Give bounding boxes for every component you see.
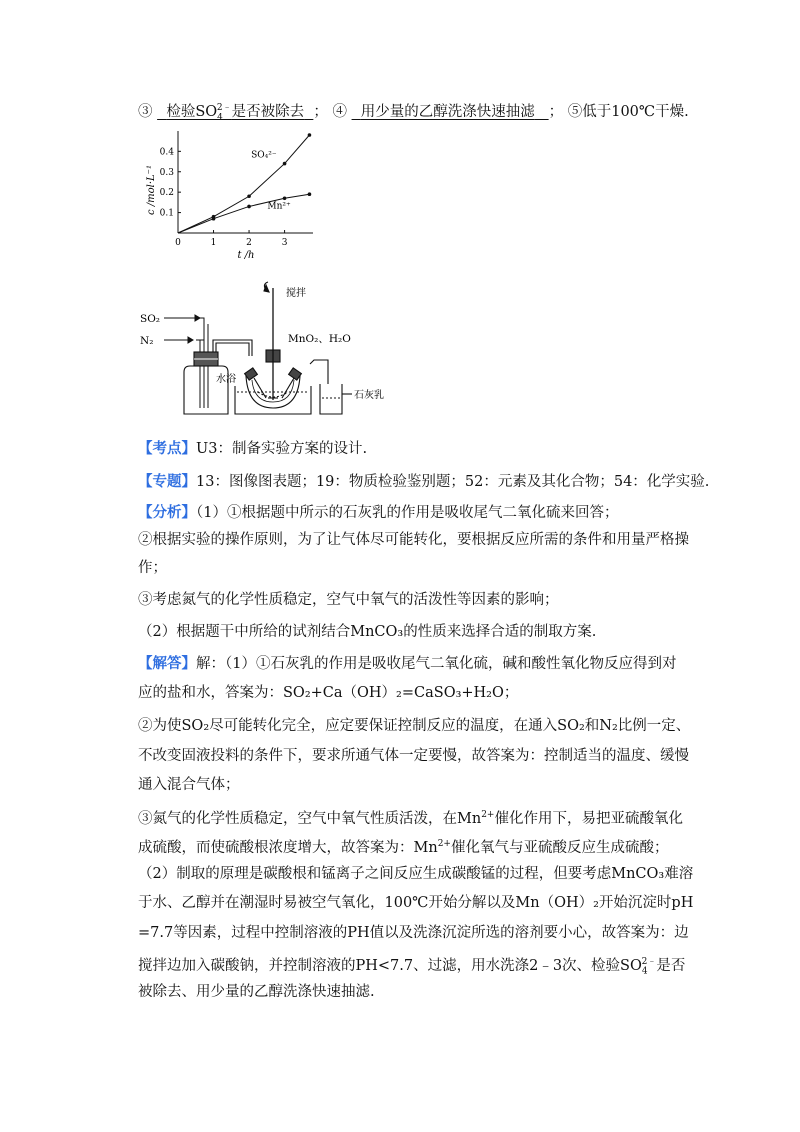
y-axis-label: c /mol·L⁻¹ bbox=[146, 165, 157, 215]
item5-answer: ⑤低于100℃干燥. bbox=[567, 103, 689, 120]
n2-label: N₂ bbox=[140, 335, 154, 347]
stir-label: 搅拌 bbox=[286, 288, 306, 299]
item3-answer: 检验$SO_4^{2﹣}$是否被除去 bbox=[166, 103, 305, 123]
series-line bbox=[178, 194, 309, 233]
jieda-line-1: 【解答】解：（1）①石灰乳的作用是吸收尾气二氧化硫，碱和酸性氧化物反应得到对 bbox=[138, 655, 677, 672]
chart-series bbox=[178, 133, 311, 233]
data-point bbox=[308, 192, 312, 196]
answer-line-top: ③ 检验$SO_4^{2﹣}$是否被除去 ； ④ 用少量的乙醇洗涤快速抽滤 ； ⑤低于100℃干燥. bbox=[138, 103, 689, 123]
jieda-line-9: 于水、乙醇并在潮湿时易被空气氧化，100℃开始分解以及Mn（OH）₂开始沉淀时pH bbox=[138, 895, 694, 911]
data-point bbox=[212, 217, 216, 221]
fenxi-line-2: ②根据实验的操作原则，为了让气体尽可能转化，要根据反应所需的条件和用量严格操 bbox=[138, 532, 689, 548]
fenxi-tag: 【分析】 bbox=[138, 504, 196, 521]
jieda-line-6: ③氮气的化学性质稳定，空气中氧气性质活泼，在$Mn^{2+}$催化作用下，易把亚硫酸氧化 bbox=[138, 810, 683, 827]
jieda-line-2: 应的盐和水，答案为：SO₂+Ca（OH）₂=CaSO₃+H₂O； bbox=[138, 685, 519, 701]
jieda-line-8: （2）制取的原理是碳酸根和锰离子之间反应生成碳酸锰的过程，但要考虑MnCO₃难溶 bbox=[138, 866, 694, 882]
concentration-chart bbox=[138, 128, 318, 263]
jieda-line-4: 不改变固液投料的条件下，要求所通气体一定要慢，故答案为：控制适当的温度、缓慢 bbox=[138, 748, 689, 764]
y-tick-label: 0.3 bbox=[159, 167, 174, 178]
apparatus-diagram bbox=[138, 280, 398, 420]
item3-number: ③ bbox=[138, 103, 153, 120]
jieda-line-11: 搅拌边加入碳酸钠，并控制溶液的PH<7.7、过滤，用水洗涤2﹣3次、检验$SO_4^{2﹣}$是否 bbox=[138, 957, 686, 977]
lime-label: 石灰乳 bbox=[354, 390, 384, 401]
y-tick-label: 0.2 bbox=[159, 188, 174, 199]
jieda-line-7: 成硫酸，而使硫酸根浓度增大，故答案为：$Mn^{2+}$催化氧气与亚硫酸反应生成硫酸； bbox=[138, 839, 669, 856]
jieda-line-5: 通入混合气体； bbox=[138, 777, 240, 793]
series-line bbox=[178, 135, 309, 233]
item4-number: ④ bbox=[332, 103, 347, 120]
reagents-label: MnO₂、H₂O bbox=[288, 333, 351, 345]
fenxi-line-4: ③考虑氮气的化学性质稳定，空气中氧气的活泼性等因素的影响； bbox=[138, 592, 559, 608]
data-point bbox=[283, 162, 287, 166]
jieda-line-10: =7.7等因素，过程中控制溶液的PH值以及洗涤沉淀所选的溶剂要小心，故答案为：边 bbox=[138, 925, 689, 941]
x-tick-label: 3 bbox=[281, 238, 288, 248]
x-tick-label: 1 bbox=[210, 238, 217, 248]
kaodian-text: U3：制备实验方案的设计. bbox=[196, 441, 368, 457]
fenxi-line-1: 【分析】（1）①根据题中所示的石灰乳的作用是吸收尾气二氧化硫来回答； bbox=[138, 504, 619, 521]
kaodian-tag: 【考点】 bbox=[138, 440, 196, 457]
bath-label: 水浴 bbox=[216, 374, 236, 385]
y-tick-label: 0.4 bbox=[159, 147, 174, 158]
zhuanti-tag: 【专题】 bbox=[138, 473, 196, 490]
data-point bbox=[247, 194, 251, 198]
zhuanti-text: 13：图像图表题；19：物质检验鉴别题；52：元素及其化合物；54：化学实验. bbox=[196, 474, 710, 490]
data-point bbox=[247, 205, 251, 209]
x-tick-label: 0 bbox=[175, 238, 181, 248]
x-tick-label: 2 bbox=[246, 238, 252, 248]
kaodian-line bbox=[138, 439, 367, 459]
data-point bbox=[283, 196, 287, 200]
data-point bbox=[308, 133, 312, 137]
x-axis-label: t /h bbox=[237, 250, 255, 261]
jieda-tag: 【解答】 bbox=[138, 655, 196, 672]
jieda-line-3: ②为使SO₂尽可能转化完全，应定要保证控制反应的温度，在通入SO₂和N₂比例一定、 bbox=[138, 718, 691, 734]
lime-beaker bbox=[320, 384, 352, 414]
series-label: SO₄²⁻ bbox=[251, 150, 277, 161]
fenxi-line-5: （2）根据题干中所给的试剂结合MnCO₃的性质来选择合适的制取方案. bbox=[138, 624, 597, 640]
fenxi-line-3: 作； bbox=[138, 560, 167, 576]
item4-answer: 用少量的乙醇洗涤快速抽滤 bbox=[360, 103, 535, 120]
zhuanti-line bbox=[138, 472, 709, 492]
jieda-line-12: 被除去、用少量的乙醇洗涤快速抽滤. bbox=[138, 984, 375, 1000]
so2-label: SO₂ bbox=[140, 313, 161, 325]
series-label: Mn²⁺ bbox=[267, 201, 291, 212]
y-tick-label: 0.1 bbox=[159, 208, 174, 219]
